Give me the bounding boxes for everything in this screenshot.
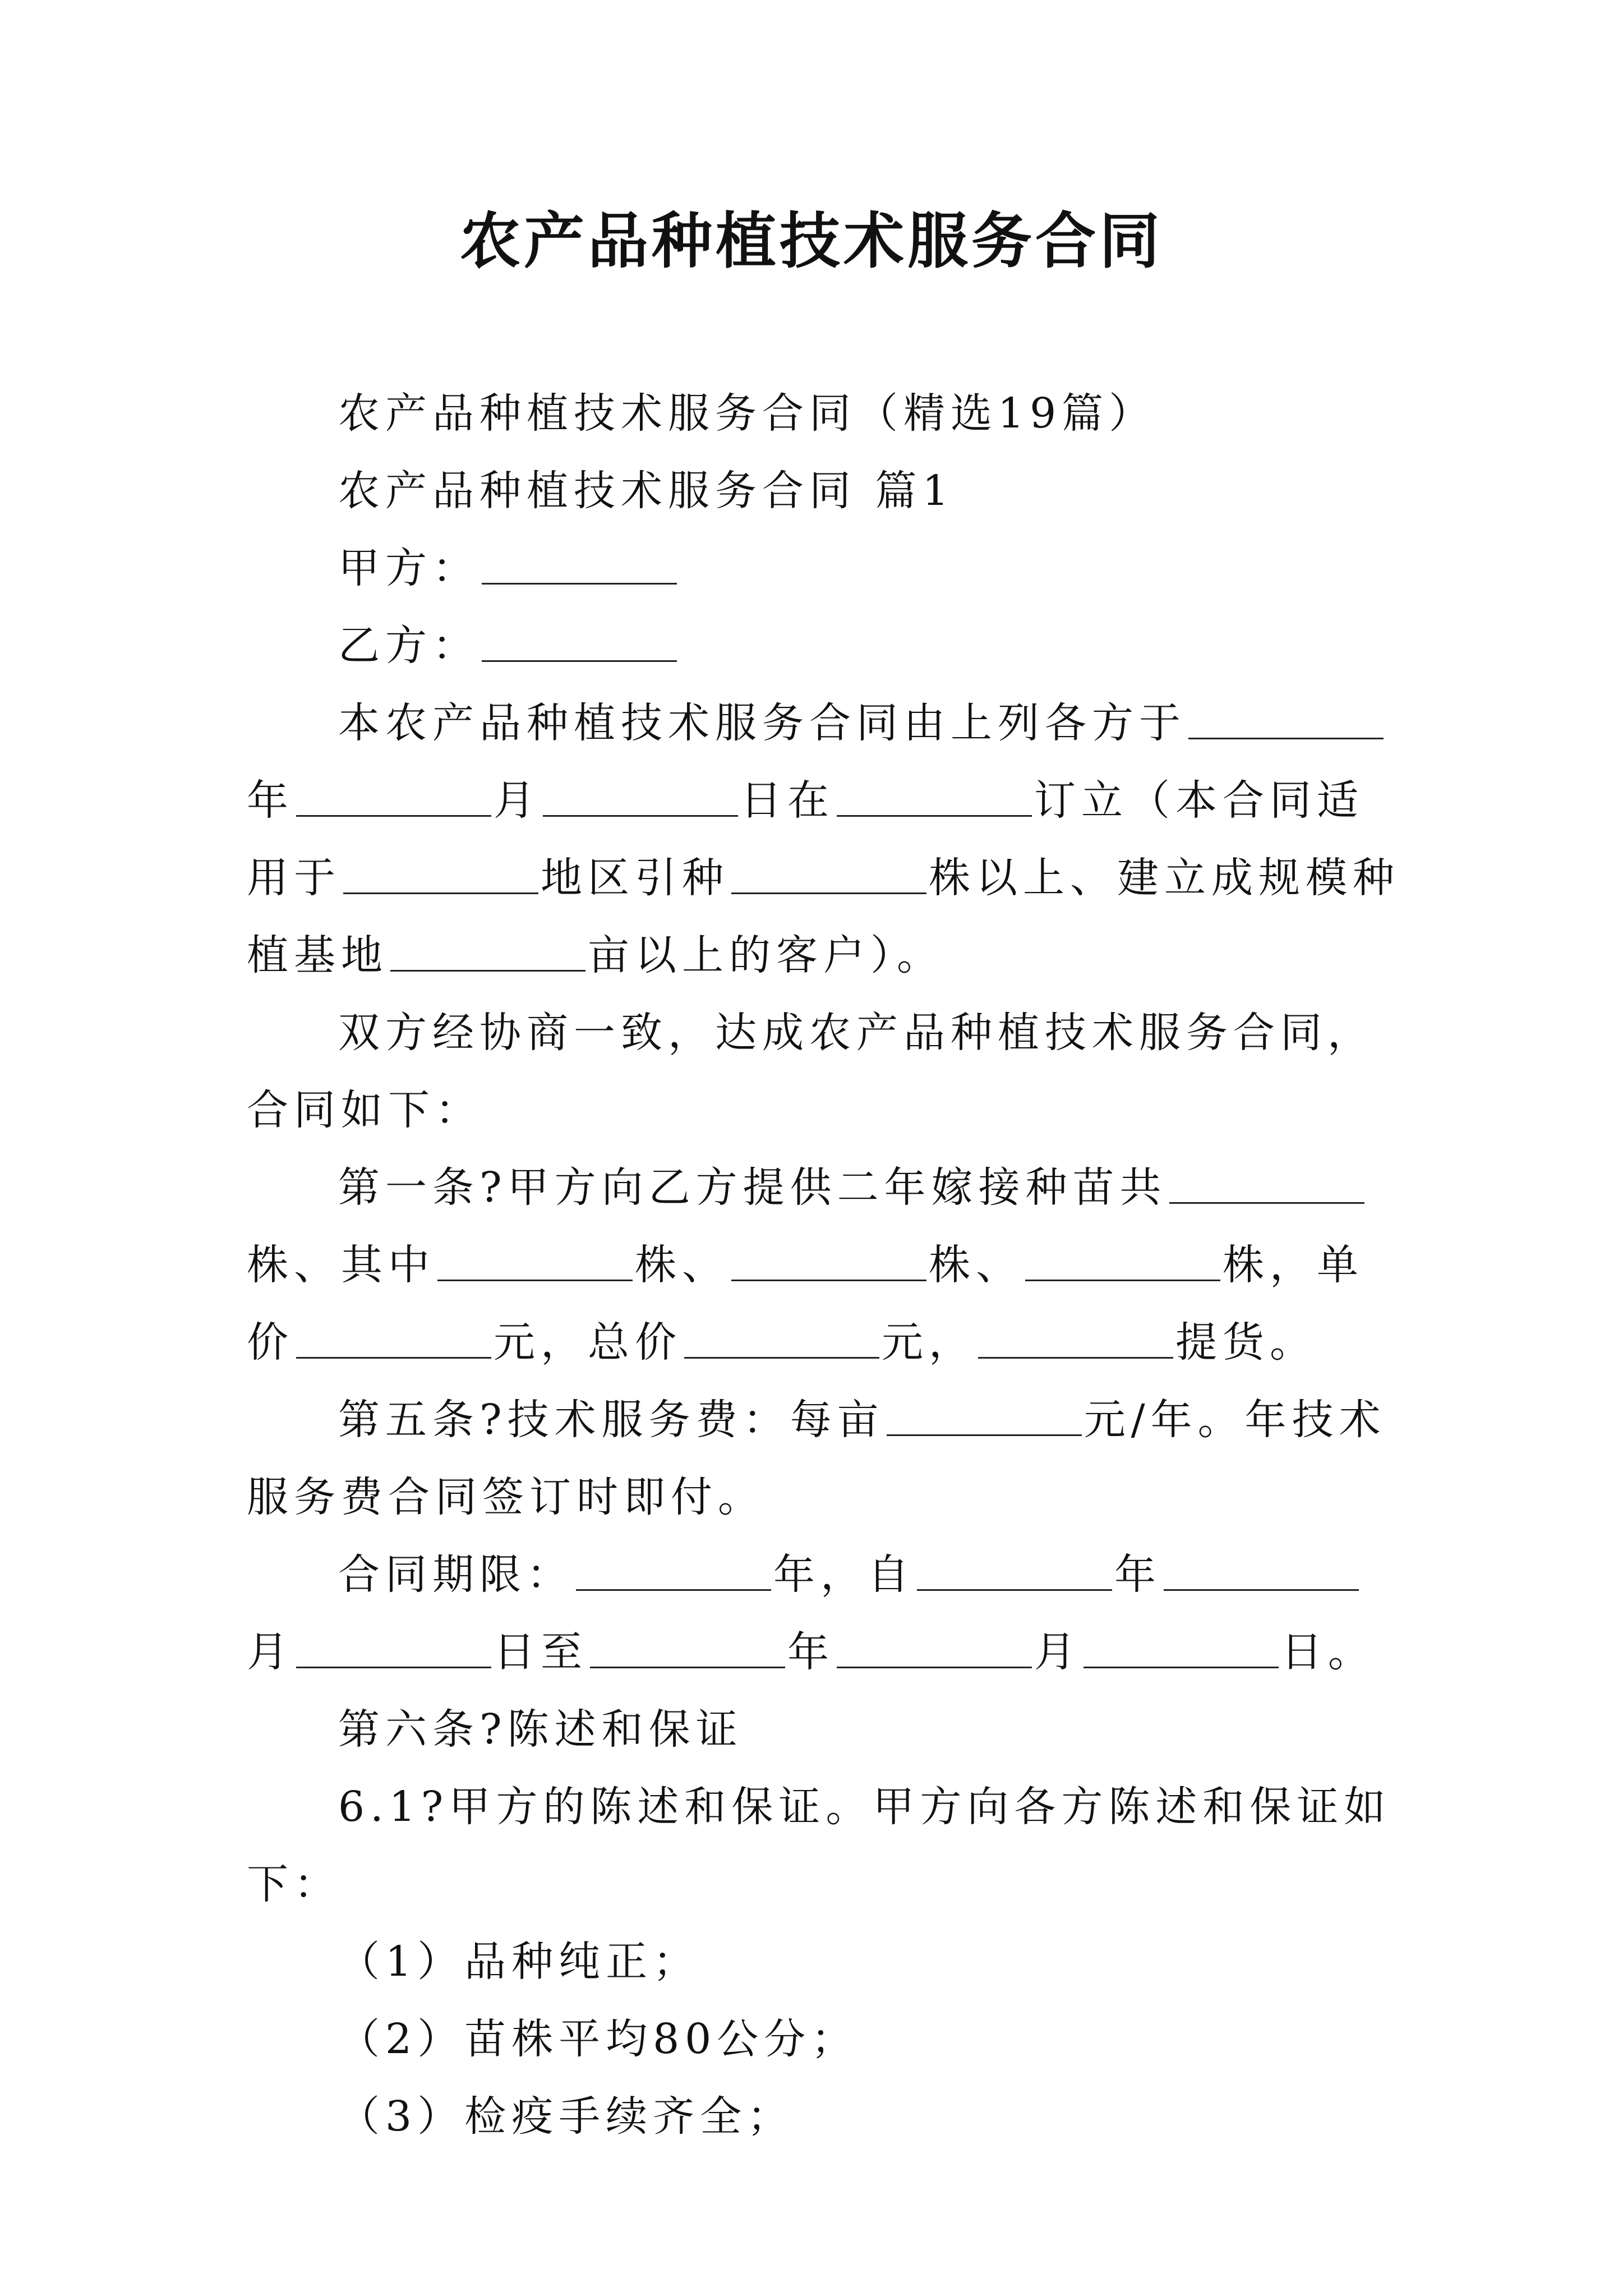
- blank-line: [296, 1633, 491, 1668]
- blank-line: [731, 1246, 926, 1281]
- text-fragment: 元/年。年技术服务费合同签订时即付。: [247, 1396, 1386, 1521]
- text-fragment: 年: [1114, 1550, 1161, 1599]
- text-fragment: 元，: [882, 1318, 976, 1366]
- text-fragment: 株，单价: [247, 1241, 1364, 1366]
- text-fragment: 月: [494, 776, 541, 825]
- text-fragment: 地区引种: [541, 854, 729, 902]
- text-fragment: 月: [1034, 1628, 1081, 1676]
- blank-line: [978, 1323, 1173, 1359]
- text-fragment: 年: [247, 776, 294, 825]
- blank-line: [684, 1323, 879, 1359]
- text-fragment: 亩以上的客户）。: [588, 931, 944, 979]
- party-b-blank: [482, 627, 677, 662]
- blank-line: [1025, 1246, 1220, 1281]
- text-fragment: 日。: [1281, 1628, 1375, 1676]
- paragraph-signing: [247, 684, 1402, 994]
- party-b-label: 乙方：: [338, 622, 479, 670]
- blank-line: [543, 781, 738, 817]
- paragraph-section-heading: 农产品种植技术服务合同 篇1: [338, 467, 955, 515]
- party-b-line: [247, 607, 1402, 684]
- blank-line: [1169, 1168, 1364, 1204]
- text-fragment: 株、: [929, 1241, 1023, 1289]
- party-a-line: [247, 530, 1402, 607]
- text-fragment: 第五条?技术服务费：每亩: [338, 1396, 884, 1444]
- text-fragment: 株以上、建立成规模种植基地: [247, 854, 1400, 979]
- text-fragment: 第一条?甲方向乙方提供二年嫁接种苗共: [338, 1163, 1167, 1212]
- paragraph-article-6: 第六条?陈述和保证: [338, 1705, 743, 1754]
- text-fragment: 订立（本合同适用于: [247, 776, 1364, 902]
- blank-line: [296, 781, 491, 817]
- paragraph-6-1: 6.1?甲方的陈述和保证。甲方向各方陈述和保证如下：: [247, 1783, 1391, 1908]
- text-fragment: 年，自: [773, 1550, 915, 1599]
- text-fragment: 元，总价: [494, 1318, 682, 1366]
- paragraph-term: [247, 1536, 1402, 1691]
- list-item: （1）品种纯正；: [338, 1938, 700, 1986]
- blank-line: [590, 1633, 785, 1668]
- blank-line: [887, 1401, 1082, 1436]
- blank-line: [437, 1246, 633, 1281]
- text-fragment: 年: [787, 1628, 834, 1676]
- document-body: [247, 375, 1402, 2155]
- paragraph-article-5: [247, 1381, 1402, 1536]
- text-fragment: 株、: [635, 1241, 729, 1289]
- list-item: （2）苗株平均80公分；: [338, 2015, 859, 2063]
- blank-line: [1188, 704, 1384, 739]
- text-fragment: 株、其中: [247, 1241, 435, 1289]
- text-fragment: 本农产品种植技术服务合同由上列各方于: [338, 699, 1186, 747]
- blank-line: [837, 1633, 1032, 1668]
- document-title: 农产品种植技术服务合同: [459, 206, 1163, 277]
- blank-line: [390, 936, 585, 972]
- blank-line: [837, 781, 1032, 817]
- blank-line: [1083, 1633, 1279, 1668]
- text-fragment: 提货。: [1175, 1318, 1317, 1366]
- paragraph-agreement: 双方经协商一致，达成农产品种植技术服务合同，合同如下：: [247, 1009, 1375, 1134]
- text-fragment: 月: [247, 1628, 294, 1676]
- blank-line: [343, 859, 538, 894]
- blank-line: [1164, 1556, 1359, 1591]
- text-fragment: 日在: [740, 776, 834, 825]
- list-item: （3）检疫手续齐全；: [338, 2092, 795, 2141]
- blank-line: [731, 859, 926, 894]
- text-fragment: 合同期限：: [338, 1550, 574, 1599]
- paragraph-subtitle: 农产品种植技术服务合同（精选19篇）: [338, 389, 1156, 438]
- party-a-label: 甲方：: [338, 544, 479, 592]
- blank-line: [917, 1556, 1112, 1591]
- paragraph-article-1: [247, 1149, 1402, 1381]
- blank-line: [296, 1323, 491, 1359]
- text-fragment: 日至: [494, 1628, 588, 1676]
- party-a-blank: [482, 549, 677, 585]
- blank-line: [576, 1556, 771, 1591]
